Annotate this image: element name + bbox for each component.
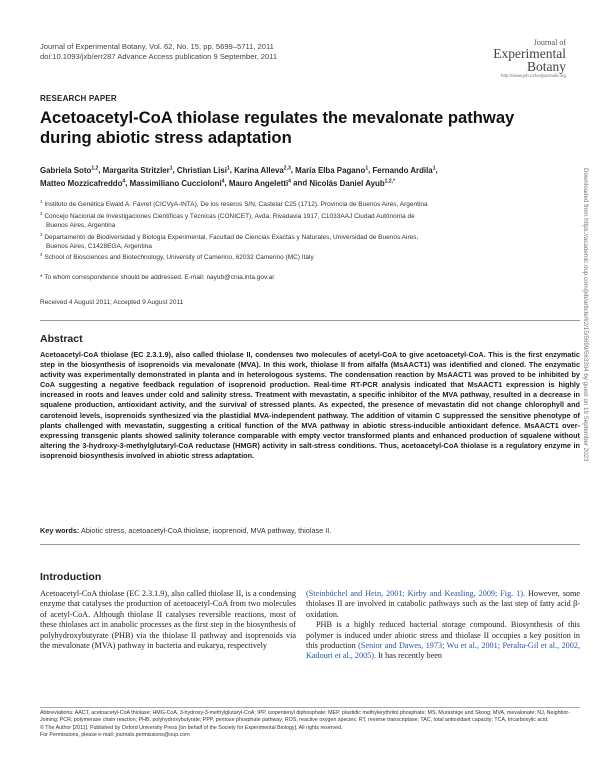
affiliation-3: $^3$ Departamento de Biodiversidad y Biología Experimental, Facultad de Ciencias Exactas y Naturales, Universidad de Buenos Aires, [40,231,419,241]
affiliation-4: $^4$ School of Biosciences and Biotechnology, University of Camerino, 62032 Camerino (MC) Italy [40,252,314,262]
journal-logo[interactable] [474,38,566,78]
abstract-text: Acetoacetyl-CoA thiolase (EC 2.3.1.9), also called thiolase II, condenses two molecules of acetyl-CoA to give acetoacetyl-CoA. This is the first enzymatic step in the biosynthesis of isoprenoids via mevalonate (MVA). In this work, thiolase II from alfalfa (MsAACT1) was identified and cloned. The enzymatic activity was experimentally demonstrated in planta and in heterologous systems. The condensation reaction by MsAACT1 was proved to be inhibited by CoA suggesting a negative feedback regulation of isoprenoid production. Real-time RT-PCR analysis indicated that MsAACT1 expression is highly increased in roots and leaves under cold and salinity stress. Treatment with mevastatin, a specific inhibitor of the MVA pathway, resulted in a decrease in squalene production, antioxidant activity, and the survival of stressed plants. As expected, the presence of mevastatin did not change chlorophyll and carotenoid levels, isoprenoids synthesized via the plastidial MVA-independent pathway. The addition of vitamin C suppressed the sensitive phenotype of plants challenged with mevastatin, suggesting a critical function of the MVA pathway in abiotic stress-inducible antioxidant defence. MsAACT1 over-expressing transgenic plants showed salinity tolerance comparable with empty vector transformed plants and enhanced production of squalene without altering the 3-hydroxy-3-methylglutaryl-CoA reductase (HMGR) activity in salt-stress conditions. Thus, acetoacetyl-CoA thiolase is a regulatory enzyme in isoprenoid biosynthesis involved in abiotic stress adaptation. [40,350,580,460]
citation-link[interactable]: (Senior and Dawes, 1973; [358,641,445,651]
journal-citation: Journal of Experimental Botany, Vol. 62, No. 15, pp. 5699–5711, 2011 [40,42,274,51]
citation-link[interactable]: Wu et al., 2001; [446,641,501,651]
author[interactable]: Matteo Mozzicafreddo$^4$ [40,178,126,188]
divider [40,544,580,545]
author-line-1: Gabriela Soto$^{1,2}$, Margarita Stritzler$^1$, Christian Lisi$^1$, Karina Alleva$^{2,3}$, María Elba Pagano$^1$, Fernando Ardila$^1$, [40,165,438,175]
introduction-heading: Introduction [40,571,102,583]
logo-url[interactable]: http://www.jxb.oxfordjournals.org [500,73,566,78]
author[interactable]: Gabriela Soto$^{1,2}$ [40,165,99,175]
intro-left-column: Acetoacetyl-CoA thiolase (EC 2.3.1.9), also called thiolase II, is a condensing enzyme that catalyses the production of acetoacetyl-CoA from two molecules of acetyl-CoA. Although thiolase II catalyses reversible reactions, most of these thiolases act in anabolic processes as the first step in the biosynthesis of polyhydroxybutyrate (PHB) via the thiolase II pathway and isoprenoids via the mevalonate (MVA) pathway in bacteria and eukarya, respectively [40,589,296,651]
footer-divider [40,707,580,708]
author[interactable]: Fernando Ardila$^1$ [372,165,436,175]
logo-small-text: Journal of [533,38,566,47]
article-title [40,108,580,148]
doi-line[interactable]: doi:10.1093/jxb/err287 Advance Access publication 9 September, 2011 [40,52,278,61]
affiliation-1: $^1$ Instituto de Genética Ewald A. Favret (CICVyA-INTA), De los reseros S/N, Castelar C25 (1712), Provincia de Buenos Aires, Argentina [40,199,428,209]
footer [40,710,580,740]
copyright: © The Author [2011]. Published by Oxford University Press [on behalf of the Society for Experimental Biology]. All rights reserved. [40,724,343,731]
download-note[interactable]: Downloaded from https://academic.oup.com/jxb/article/62/15/5699/563304 by guest on 19 September 2023 [582,168,589,462]
intro-right-para-2: PHB is a highly reduced bacterial storage compound. Biosynthesis of this polymer is induced under abiotic stress and thiolase II occupies a key position in this production (Senior and Dawes, 1973; Wu et al., 2001; Peralta-Gil et al., 2002, Kadouri et al., 2005). It has recently been [306,620,581,661]
citation-link[interactable]: Kirby and Keasling, 2009; [407,589,498,598]
title-line-2: during abiotic stress adaptation [40,128,292,147]
abbreviations: Abbreviations: AACT, acetoacetyl-CoA thiolase; HMG-CoA, 3-hydroxy-3-methylglutaryl-CoA; IPP, isopentenyl diphosphate; MEP, plastidic methylerythritol phosphate; MS, Murashige and Skoog; MVA, mevalonate; NJ, Neighbor-Joining; PCR, polymerase chain reaction; PHB, polyhydroxybutyrate; PPP, pentose phosphate pathway; ROS, reactive oxygen species; RT, reverse transcriptase; TAC, total antioxidant capacity; TCA, tricarboxylic acid. [40,710,570,724]
affiliation-2-cont: Buenos Aires, Argentina [46,221,116,229]
author[interactable]: Margarita Stritzler$^1$ [102,165,173,175]
affiliation-2: $^2$ Concejo Nacional de Investigaciones Científicas y Técnicas (CONICET), Avda. Rivadavia 1917, C1033AAJ Ciudad Autónoma de [40,210,415,221]
citation-link[interactable]: (Steinbüchel and Hein, 2001; [306,589,405,598]
author[interactable]: Nicolás Daniel Ayub$^{1,2,*}$ [309,178,395,188]
author[interactable]: Christian Lisi$^1$ [176,165,230,175]
section-label: RESEARCH PAPER [40,94,117,103]
received-dates: Received 4 August 2011; Accepted 9 August 2011 [40,299,184,306]
intro-right-column [306,589,580,662]
correspondence-note[interactable]: * To whom correspondence should be addressed. E-mail: nayub@cnia.inta.gov.ar [40,274,275,281]
permissions[interactable]: For Permissions, please e-mail: journals.permissions@oup.com [40,732,190,739]
author[interactable]: Karina Alleva$^{2,3}$ [234,165,291,175]
logo-word-experimental: Experimental [493,46,566,61]
affiliations [40,198,580,263]
author-line-2: Matteo Mozzicafreddo$^4$, Massimiliano Cuccioloni$^4$, Mauro Angeletti$^4$ and Nicolás Daniel Ayub$^{1,2,*}$ [40,178,395,188]
intro-right-para-1: (Steinbüchel and Hein, 2001; Kirby and Keasling, 2009; Fig. 1). However, some thiolases II are involved in catabolic pathways such as the last step of fatty acid β-oxidation. [306,589,580,619]
divider [40,320,580,321]
citation-link[interactable]: Peralta-Gil et al., 2002, [502,641,581,651]
affiliation-3-cont: Buenos Aires, C1428EGA, Argentina [46,242,152,250]
author[interactable]: Massimiliano Cuccioloni$^4$ [129,178,225,188]
keywords-list: Abiotic stress, acetoacetyl-CoA thiolase, isoprenoid, MVA pathway, thiolase II. [79,526,332,535]
abstract-heading: Abstract [40,333,83,345]
logo-word-botany: Botany [527,59,566,74]
author-list [40,163,580,189]
citation-link[interactable]: Kadouri et al., 2005). [306,651,377,661]
keywords-label: Key words: [40,526,80,535]
author[interactable]: María Elba Pagano$^1$ [295,165,369,175]
title-line-1: Acetoacetyl-CoA thiolase regulates the mevalonate pathway [40,108,515,127]
figure-link[interactable]: Fig. 1). [500,589,526,598]
author[interactable]: Mauro Angeletti$^4$ [228,178,291,188]
keywords [40,526,580,535]
